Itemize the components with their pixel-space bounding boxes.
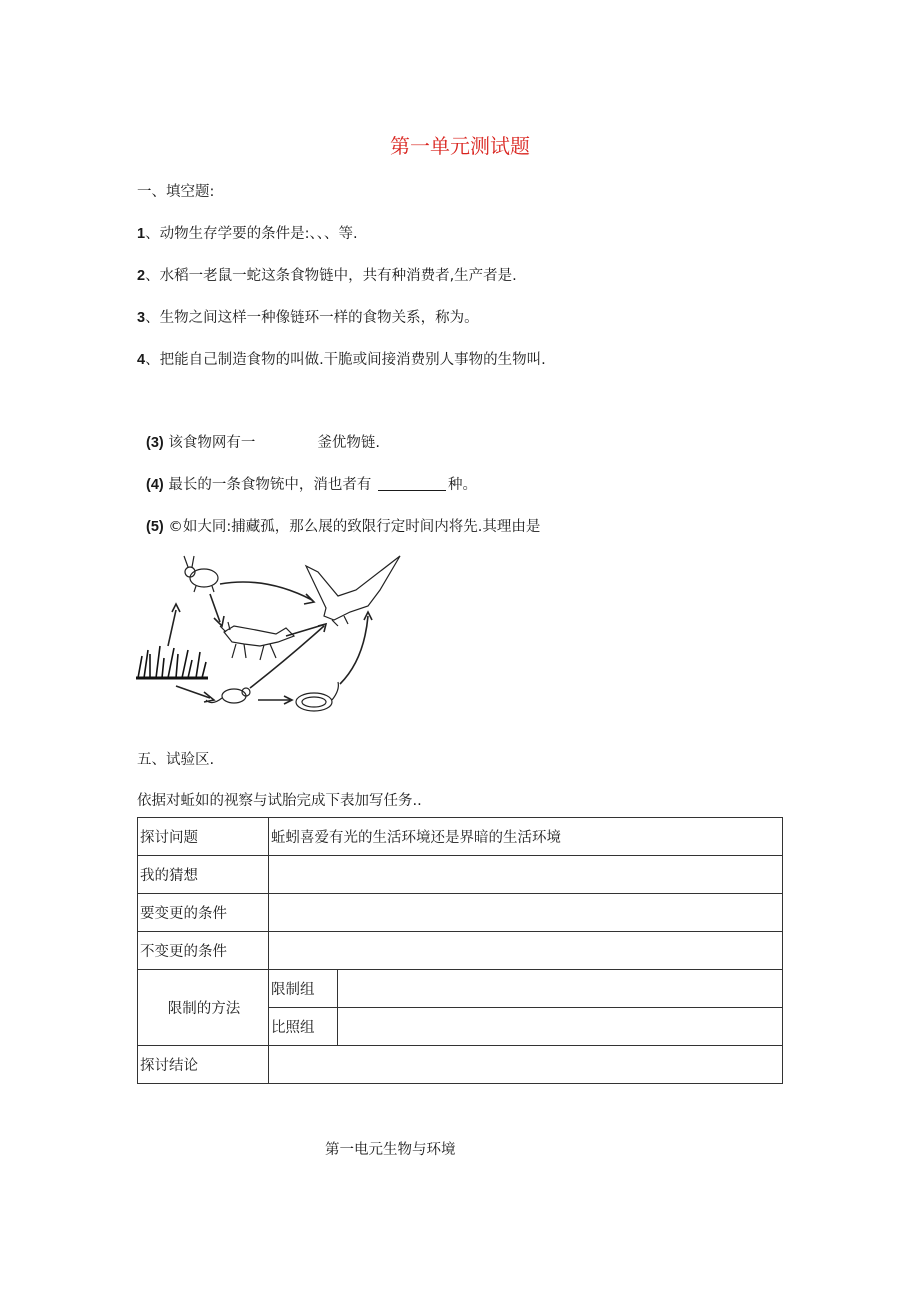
question-1	[137, 222, 358, 243]
table-row	[138, 856, 783, 894]
question-4-text: 、把能自己制造食物的叫做.干脆或间接消费别人事物的生物叫.	[145, 352, 546, 368]
change-label-cell: 要变更的条件	[138, 894, 269, 932]
subquestion-4-text-b: 种。	[447, 477, 477, 493]
question-3-number: 3	[137, 310, 146, 326]
conclusion-answer-cell[interactable]	[269, 1046, 783, 1084]
guess-label-cell: 我的猜想	[138, 856, 269, 894]
section-1-heading: 一、填空题:	[137, 184, 215, 200]
page-title: 第一单元测试题	[390, 134, 530, 158]
subquestion-4-number: (4)	[146, 477, 164, 493]
subquestion-3-text-a: 该食物网有一	[168, 435, 256, 451]
subquestion-3-text-b: 釜优物链.	[317, 435, 380, 451]
table-row	[138, 932, 783, 970]
method-label-cell: 限制的方法	[138, 970, 269, 1046]
food-web-arrows	[168, 582, 372, 704]
subquestion-5	[146, 515, 540, 536]
experiment-table	[137, 817, 783, 1084]
table-row	[138, 818, 783, 856]
table-row	[138, 894, 783, 932]
nochange-label-cell: 不变更的条件	[138, 932, 269, 970]
question-2-text: 、水稻一老鼠一蛇这条食物链中，共有种消费者,生产者是.	[145, 268, 517, 284]
change-answer-cell[interactable]	[269, 894, 783, 932]
question-4	[137, 348, 546, 369]
section-5-intro: 依据对蚯如的视察与试胎完成下表加写任务..	[137, 793, 422, 809]
rabbit-drawing	[184, 556, 218, 592]
question-label-cell: 探讨问题	[138, 818, 269, 856]
food-web-illustration	[136, 550, 416, 722]
compare-group-answer-cell[interactable]	[338, 1008, 783, 1046]
grass-drawing	[136, 646, 208, 678]
subquestion-5-number: (5)	[146, 519, 164, 535]
control-group-answer-cell[interactable]	[338, 970, 783, 1008]
fox-drawing	[220, 622, 294, 660]
question-3-text: 、生物之间这样一种像链环一样的食物关系，称为。	[145, 310, 479, 326]
conclusion-label-cell: 探讨结论	[138, 1046, 269, 1084]
subquestion-5-text: ©如大同:捕藏孤，那么展的致限行定时间内将先.其理由是	[168, 519, 541, 535]
guess-answer-cell[interactable]	[269, 856, 783, 894]
subquestion-4	[146, 473, 477, 494]
snake-drawing	[296, 682, 338, 711]
question-2-number: 2	[137, 268, 146, 284]
question-value-cell: 蚯蚓喜爱有光的生活环境还是界暗的生活环境	[269, 818, 783, 856]
control-group-label-cell: 限制组	[269, 970, 338, 1008]
question-1-text: 、动物生存学要的条件是:、、、等.	[145, 226, 358, 242]
answer-blank[interactable]	[378, 476, 446, 491]
footer-unit-title: 第一电元生物与环境	[325, 1142, 456, 1158]
question-2	[137, 264, 517, 285]
table-row	[138, 970, 783, 1008]
question-3	[137, 306, 479, 327]
subquestion-4-text-a: 最长的一条食物铳中，消也者有	[168, 477, 372, 493]
question-1-number: 1	[137, 226, 146, 242]
nochange-answer-cell[interactable]	[269, 932, 783, 970]
subquestion-3	[146, 431, 380, 452]
table-row	[138, 1046, 783, 1084]
eagle-drawing	[306, 556, 400, 626]
compare-group-label-cell: 比照组	[269, 1008, 338, 1046]
subquestion-3-number: (3)	[146, 435, 164, 451]
section-5-heading: 五、试验区.	[137, 752, 215, 768]
question-4-number: 4	[137, 352, 146, 368]
